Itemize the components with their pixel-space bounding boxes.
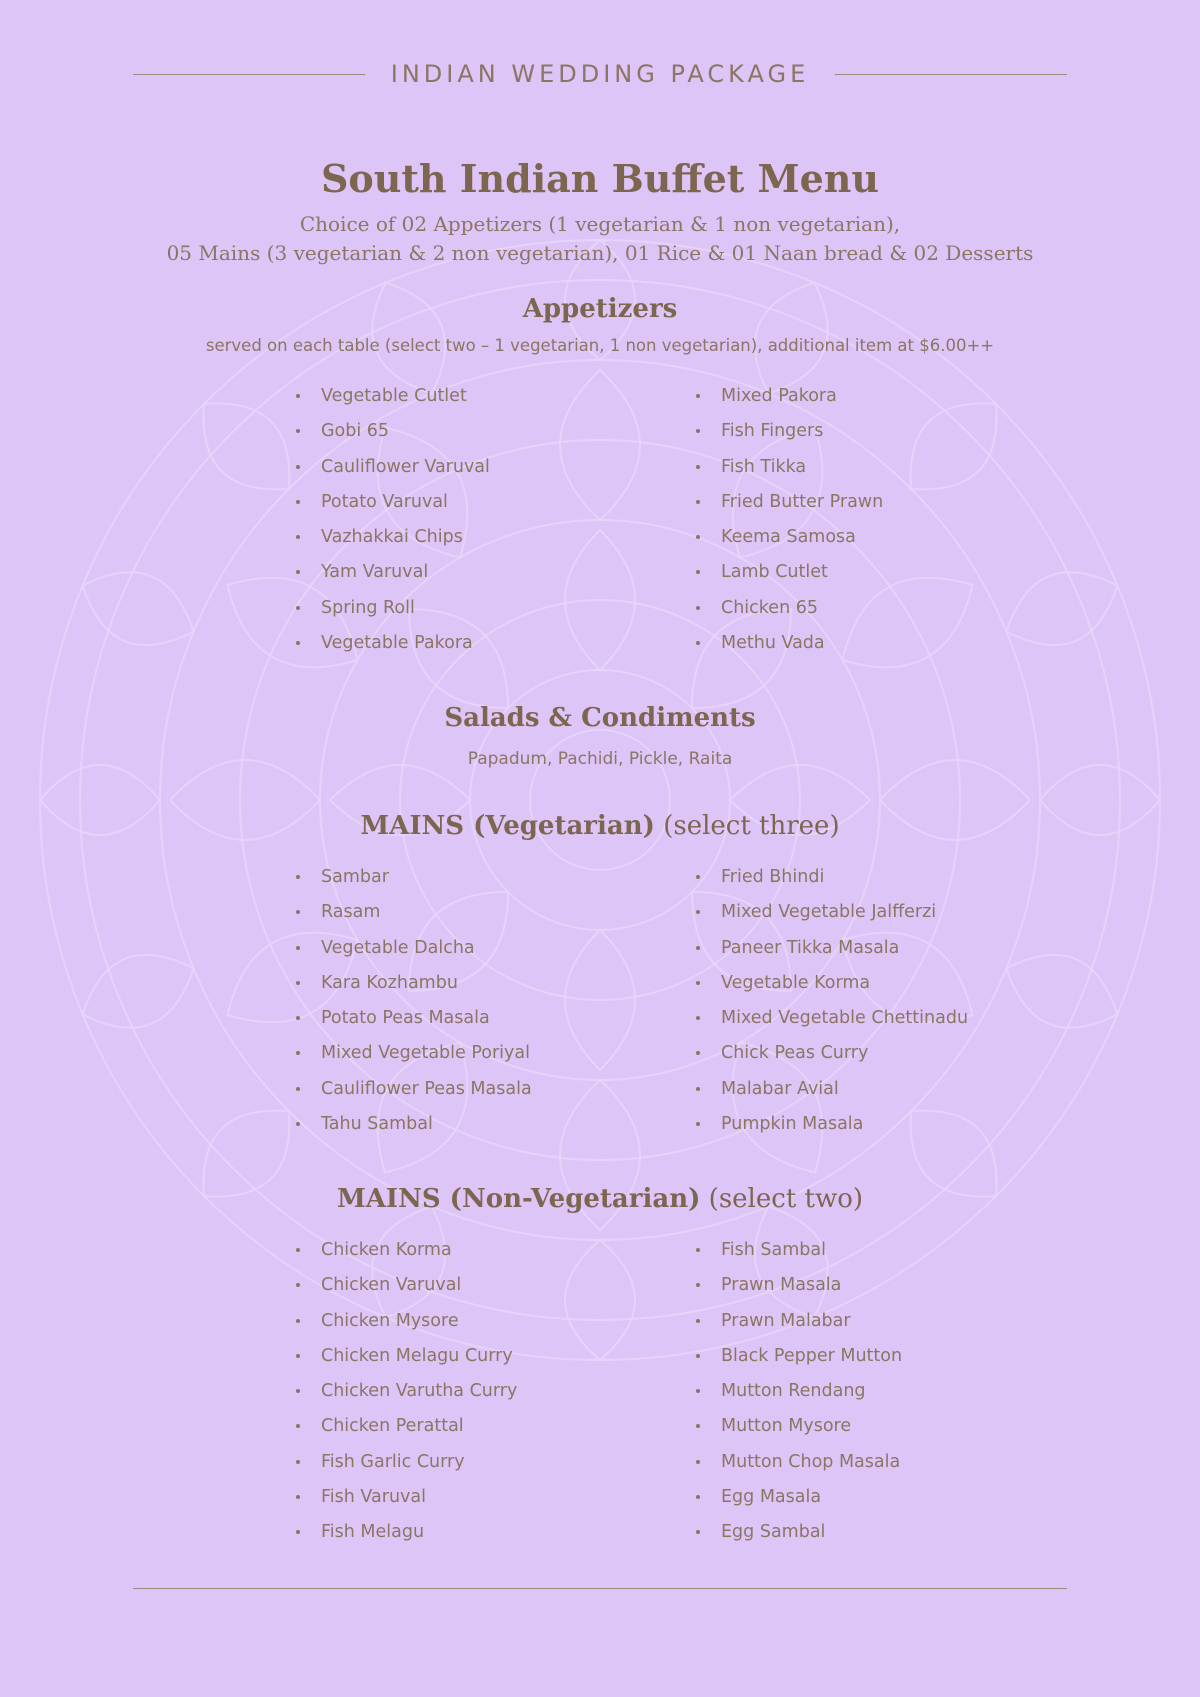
mains-nonveg-list-right xyxy=(694,1239,902,1557)
banner-rule-right xyxy=(835,74,1067,75)
menu-item: Mutton Rendang xyxy=(694,1380,902,1415)
banner xyxy=(133,60,1067,88)
menu-item: Cauliflower Varuval xyxy=(294,456,490,491)
mains-veg-heading-strong: MAINS (Vegetarian) xyxy=(360,811,655,841)
salads-heading xyxy=(0,703,1200,733)
menu-item: Chick Peas Curry xyxy=(694,1042,968,1077)
menu-item: Kara Kozhambu xyxy=(294,972,532,1007)
menu-item: Fried Bhindi xyxy=(694,866,968,901)
menu-item: Fish Varuval xyxy=(294,1486,517,1521)
menu-item: Lamb Cutlet xyxy=(694,561,883,596)
appetizers-heading xyxy=(0,294,1200,324)
menu-item: Chicken Varutha Curry xyxy=(294,1380,517,1415)
menu-item: Fish Garlic Curry xyxy=(294,1451,517,1486)
menu-item: Chicken Perattal xyxy=(294,1415,517,1450)
menu-item: Mixed Vegetable Poriyal xyxy=(294,1042,532,1077)
menu-item: Pumpkin Masala xyxy=(694,1113,968,1148)
banner-rule-left xyxy=(133,74,365,75)
menu-item: Keema Samosa xyxy=(694,526,883,561)
appetizers-list-right xyxy=(694,385,883,667)
menu-item: Spring Roll xyxy=(294,597,490,632)
mains-veg-list-right xyxy=(694,866,968,1148)
menu-item: Egg Sambal xyxy=(694,1521,902,1556)
menu-item: Fish Tikka xyxy=(694,456,883,491)
menu-item: Fried Butter Prawn xyxy=(694,491,883,526)
menu-item: Cauliflower Peas Masala xyxy=(294,1078,532,1113)
appetizers-list-left xyxy=(294,385,490,667)
menu-item: Egg Masala xyxy=(694,1486,902,1521)
banner-text: INDIAN WEDDING PACKAGE xyxy=(390,60,810,88)
mains-nonveg-heading-light: (select two) xyxy=(700,1184,864,1214)
menu-item: Chicken Korma xyxy=(294,1239,517,1274)
menu-item: Gobi 65 xyxy=(294,420,490,455)
menu-item: Mixed Pakora xyxy=(694,385,883,420)
menu-item: Fish Fingers xyxy=(694,420,883,455)
mains-veg-heading xyxy=(0,811,1200,841)
appetizers-heading-text: Appetizers xyxy=(522,294,678,324)
bottom-rule xyxy=(133,1588,1067,1589)
menu-item: Chicken 65 xyxy=(694,597,883,632)
mains-veg-heading-light: (select three) xyxy=(654,811,840,841)
menu-item: Chicken Varuval xyxy=(294,1274,517,1309)
menu-item: Vegetable Cutlet xyxy=(294,385,490,420)
salads-note: Papadum, Pachidi, Pickle, Raita xyxy=(467,749,733,769)
menu-item: Mixed Vegetable Jalfferzi xyxy=(694,901,968,936)
subtitle-line-2: 05 Mains (3 vegetarian & 2 non vegetarian), 01 Rice & 01 Naan bread & 02 Desserts xyxy=(166,241,1034,265)
mains-nonveg-heading xyxy=(0,1184,1200,1214)
menu-item: Vegetable Dalcha xyxy=(294,937,532,972)
mains-veg-list-left xyxy=(294,866,532,1148)
page-title: South Indian Buffet Menu xyxy=(320,156,880,201)
menu-item: Mutton Chop Masala xyxy=(694,1451,902,1486)
menu-item: Chicken Mysore xyxy=(294,1310,517,1345)
menu-item: Black Pepper Mutton xyxy=(694,1345,902,1380)
menu-item: Vegetable Pakora xyxy=(294,632,490,667)
mains-nonveg-list-left xyxy=(294,1239,517,1557)
subtitle-line-1: Choice of 02 Appetizers (1 vegetarian & 1 non vegetarian), xyxy=(299,212,901,236)
appetizers-note: served on each table (select two – 1 vegetarian, 1 non vegetarian), additional item at $6.00++ xyxy=(205,336,995,355)
menu-item: Rasam xyxy=(294,901,532,936)
menu-item: Tahu Sambal xyxy=(294,1113,532,1148)
mains-nonveg-heading-strong: MAINS (Non-Vegetarian) xyxy=(336,1184,701,1214)
menu-item: Vegetable Korma xyxy=(694,972,968,1007)
menu-item: Yam Varuval xyxy=(294,561,490,596)
menu-item: Malabar Avial xyxy=(694,1078,968,1113)
menu-item: Vazhakkai Chips xyxy=(294,526,490,561)
menu-item: Prawn Malabar xyxy=(694,1310,902,1345)
menu-item: Sambar xyxy=(294,866,532,901)
menu-item: Fish Melagu xyxy=(294,1521,517,1556)
menu-item: Potato Peas Masala xyxy=(294,1007,532,1042)
menu-item: Potato Varuval xyxy=(294,491,490,526)
menu-item: Methu Vada xyxy=(694,632,883,667)
menu-item: Prawn Masala xyxy=(694,1274,902,1309)
menu-item: Fish Sambal xyxy=(694,1239,902,1274)
menu-item: Mixed Vegetable Chettinadu xyxy=(694,1007,968,1042)
salads-heading-text: Salads & Condiments xyxy=(444,703,756,733)
menu-item: Chicken Melagu Curry xyxy=(294,1345,517,1380)
menu-item: Mutton Mysore xyxy=(694,1415,902,1450)
menu-item: Paneer Tikka Masala xyxy=(694,937,968,972)
